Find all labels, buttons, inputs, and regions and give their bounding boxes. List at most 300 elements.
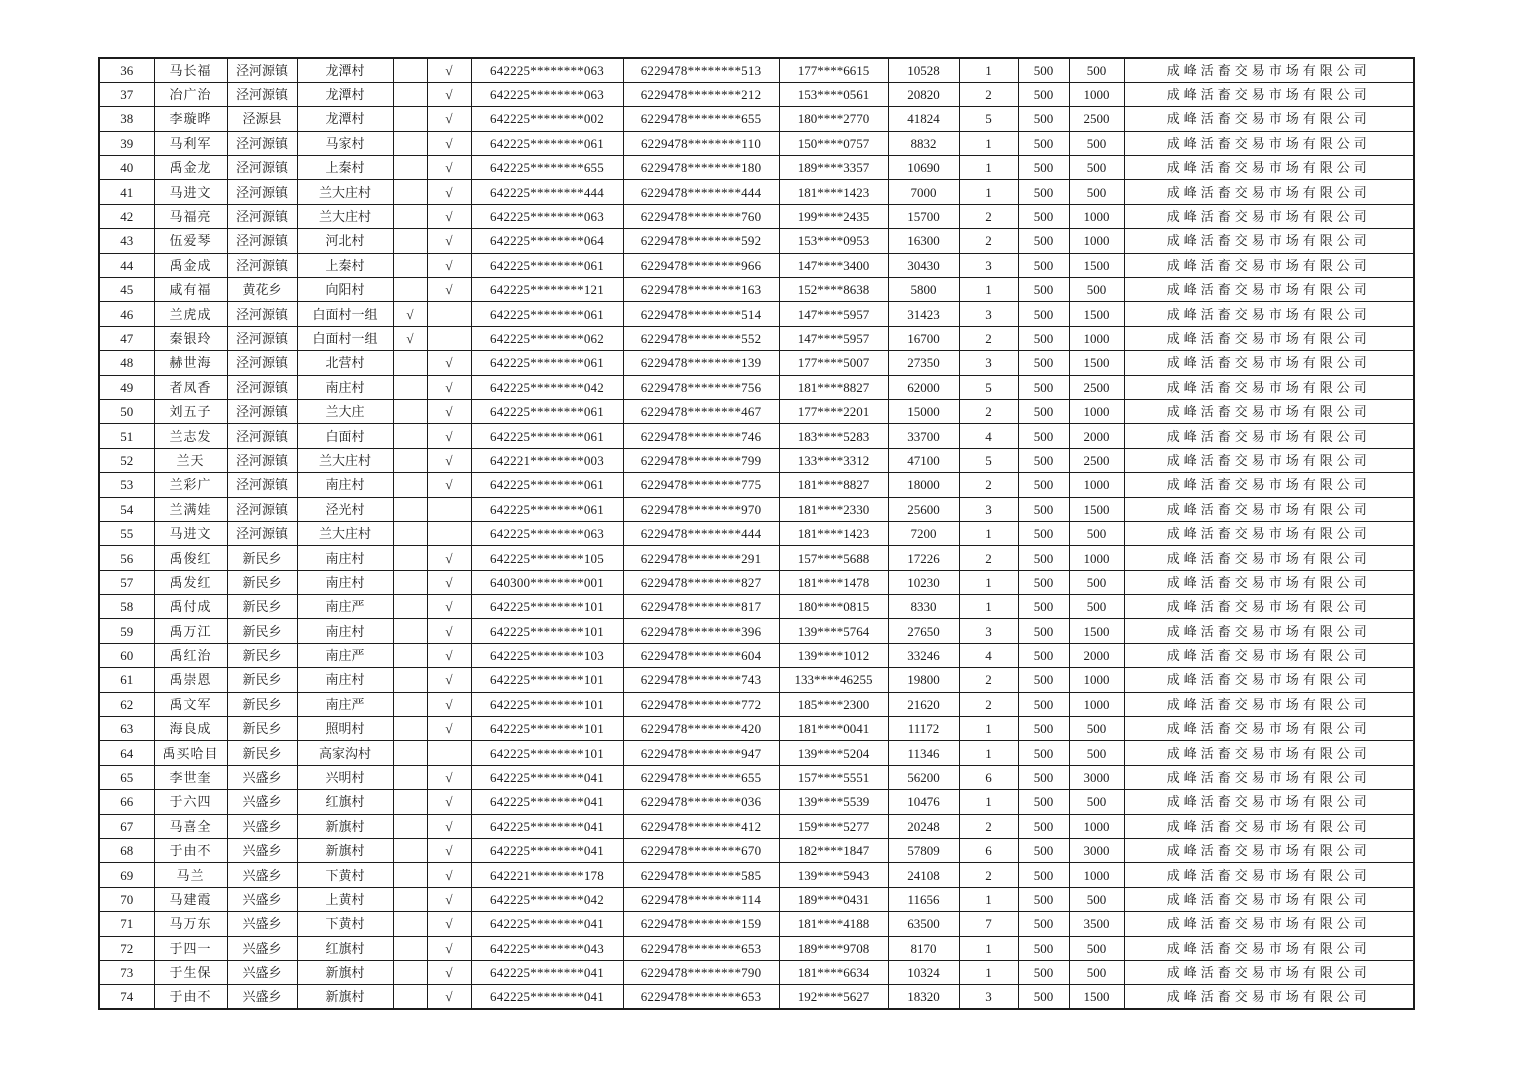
table-row [99, 58, 1414, 82]
cell-subsidy-total: 500 [1069, 960, 1124, 984]
cell-check-b: √ [427, 131, 471, 155]
cell-head-count: 2 [959, 546, 1018, 570]
table-row [99, 595, 1414, 619]
cell-head-count: 1 [959, 521, 1018, 545]
cell-phone: 157****5551 [779, 765, 888, 789]
cell-id-number: 642225********041 [471, 912, 623, 936]
cell-phone: 147****5957 [779, 302, 888, 326]
cell-name: 禹付成 [154, 595, 227, 619]
cell-unit-price: 500 [1018, 58, 1069, 82]
cell-unit-price: 500 [1018, 790, 1069, 814]
cell-company: 成峰活畜交易市场有限公司 [1124, 985, 1414, 1009]
cell-company: 成峰活畜交易市场有限公司 [1124, 497, 1414, 521]
cell-amount: 7000 [888, 180, 959, 204]
table-row [99, 790, 1414, 814]
cell-town: 兴盛乡 [227, 985, 297, 1009]
cell-company: 成峰活畜交易市场有限公司 [1124, 936, 1414, 960]
cell-check-a [393, 887, 427, 911]
table-row [99, 985, 1414, 1009]
cell-head-count: 2 [959, 473, 1018, 497]
cell-check-a [393, 936, 427, 960]
cell-id-number: 642225********002 [471, 107, 623, 131]
cell-check-a [393, 960, 427, 984]
cell-unit-price: 500 [1018, 473, 1069, 497]
cell-head-count: 3 [959, 619, 1018, 643]
cell-check-b: √ [427, 814, 471, 838]
cell-bank-card: 6229478********827 [623, 570, 779, 594]
cell-head-count: 2 [959, 863, 1018, 887]
cell-phone: 181****1423 [779, 521, 888, 545]
cell-amount: 24108 [888, 863, 959, 887]
cell-id-number: 642225********105 [471, 546, 623, 570]
table-row [99, 424, 1414, 448]
cell-name: 禹金成 [154, 253, 227, 277]
cell-subsidy-total: 1000 [1069, 546, 1124, 570]
cell-company: 成峰活畜交易市场有限公司 [1124, 863, 1414, 887]
cell-subsidy-total: 1000 [1069, 814, 1124, 838]
cell-bank-card: 6229478********212 [623, 82, 779, 106]
cell-phone: 181****0041 [779, 717, 888, 741]
cell-town: 泾河源镇 [227, 497, 297, 521]
cell-subsidy-total: 1000 [1069, 326, 1124, 350]
cell-bank-card: 6229478********743 [623, 668, 779, 692]
cell-town: 黄花乡 [227, 278, 297, 302]
cell-check-b [427, 326, 471, 350]
cell-town: 泾河源镇 [227, 82, 297, 106]
cell-name: 兰虎成 [154, 302, 227, 326]
cell-town: 兴盛乡 [227, 790, 297, 814]
cell-head-count: 3 [959, 985, 1018, 1009]
cell-check-b: √ [427, 351, 471, 375]
table-row [99, 546, 1414, 570]
cell-id-number: 642221********003 [471, 448, 623, 472]
cell-check-a [393, 668, 427, 692]
cell-head-count: 1 [959, 741, 1018, 765]
cell-id-number: 642225********063 [471, 58, 623, 82]
cell-check-a: √ [393, 326, 427, 350]
cell-id-number: 642225********041 [471, 960, 623, 984]
cell-unit-price: 500 [1018, 229, 1069, 253]
cell-no: 58 [99, 595, 154, 619]
cell-name: 冶广治 [154, 82, 227, 106]
cell-head-count: 1 [959, 278, 1018, 302]
cell-check-b: √ [427, 570, 471, 594]
cell-no: 42 [99, 204, 154, 228]
cell-company: 成峰活畜交易市场有限公司 [1124, 887, 1414, 911]
cell-village: 泾光村 [297, 497, 393, 521]
cell-amount: 18000 [888, 473, 959, 497]
cell-unit-price: 500 [1018, 302, 1069, 326]
cell-name: 禹俊红 [154, 546, 227, 570]
cell-bank-card: 6229478********655 [623, 107, 779, 131]
cell-id-number: 642221********178 [471, 863, 623, 887]
table-row [99, 253, 1414, 277]
cell-name: 兰天 [154, 448, 227, 472]
cell-head-count: 1 [959, 717, 1018, 741]
cell-phone: 180****2770 [779, 107, 888, 131]
table-row [99, 473, 1414, 497]
cell-village: 南庄村 [297, 473, 393, 497]
cell-name: 禹买哈目 [154, 741, 227, 765]
cell-no: 36 [99, 58, 154, 82]
cell-bank-card: 6229478********670 [623, 839, 779, 863]
cell-id-number: 642225********041 [471, 790, 623, 814]
cell-check-a [393, 643, 427, 667]
cell-subsidy-total: 500 [1069, 131, 1124, 155]
cell-id-number: 642225********101 [471, 668, 623, 692]
cell-no: 74 [99, 985, 154, 1009]
cell-company: 成峰活畜交易市场有限公司 [1124, 741, 1414, 765]
cell-head-count: 1 [959, 131, 1018, 155]
cell-bank-card: 6229478********139 [623, 351, 779, 375]
table-row [99, 326, 1414, 350]
cell-check-b: √ [427, 985, 471, 1009]
cell-phone: 153****0953 [779, 229, 888, 253]
cell-head-count: 3 [959, 302, 1018, 326]
cell-name: 禹万江 [154, 619, 227, 643]
cell-name: 海良成 [154, 717, 227, 741]
cell-subsidy-total: 3500 [1069, 912, 1124, 936]
cell-name: 赫世海 [154, 351, 227, 375]
cell-unit-price: 500 [1018, 643, 1069, 667]
cell-check-b: √ [427, 375, 471, 399]
cell-check-b: √ [427, 595, 471, 619]
cell-phone: 181****1478 [779, 570, 888, 594]
cell-village: 白面村一组 [297, 302, 393, 326]
cell-village: 上黄村 [297, 887, 393, 911]
cell-unit-price: 500 [1018, 985, 1069, 1009]
cell-bank-card: 6229478********746 [623, 424, 779, 448]
cell-bank-card: 6229478********817 [623, 595, 779, 619]
cell-phone: 139****5204 [779, 741, 888, 765]
cell-check-b: √ [427, 180, 471, 204]
cell-no: 67 [99, 814, 154, 838]
cell-check-b: √ [427, 863, 471, 887]
cell-check-a [393, 58, 427, 82]
cell-town: 新民乡 [227, 692, 297, 716]
cell-head-count: 3 [959, 351, 1018, 375]
cell-check-a [393, 351, 427, 375]
cell-phone: 181****6634 [779, 960, 888, 984]
cell-id-number: 642225********101 [471, 692, 623, 716]
cell-no: 71 [99, 912, 154, 936]
cell-phone: 157****5688 [779, 546, 888, 570]
cell-town: 泾河源镇 [227, 351, 297, 375]
cell-name: 刘五子 [154, 399, 227, 423]
cell-town: 兴盛乡 [227, 839, 297, 863]
cell-bank-card: 6229478********444 [623, 180, 779, 204]
table-row [99, 619, 1414, 643]
cell-subsidy-total: 500 [1069, 180, 1124, 204]
cell-no: 39 [99, 131, 154, 155]
cell-bank-card: 6229478********966 [623, 253, 779, 277]
table-row [99, 180, 1414, 204]
cell-head-count: 2 [959, 229, 1018, 253]
cell-town: 新民乡 [227, 643, 297, 667]
cell-id-number: 642225********041 [471, 765, 623, 789]
cell-unit-price: 500 [1018, 82, 1069, 106]
cell-subsidy-total: 3000 [1069, 765, 1124, 789]
cell-check-a: √ [393, 302, 427, 326]
cell-id-number: 642225********042 [471, 375, 623, 399]
cell-head-count: 2 [959, 399, 1018, 423]
table-row [99, 912, 1414, 936]
cell-company: 成峰活畜交易市场有限公司 [1124, 180, 1414, 204]
cell-bank-card: 6229478********110 [623, 131, 779, 155]
table-row [99, 399, 1414, 423]
cell-check-a [393, 278, 427, 302]
cell-id-number: 642225********041 [471, 839, 623, 863]
cell-unit-price: 500 [1018, 351, 1069, 375]
cell-village: 新旗村 [297, 985, 393, 1009]
cell-no: 69 [99, 863, 154, 887]
cell-check-b: √ [427, 278, 471, 302]
cell-amount: 11172 [888, 717, 959, 741]
cell-village: 河北村 [297, 229, 393, 253]
cell-village: 新旗村 [297, 839, 393, 863]
cell-bank-card: 6229478********036 [623, 790, 779, 814]
cell-village: 北营村 [297, 351, 393, 375]
cell-amount: 19800 [888, 668, 959, 692]
table-row [99, 765, 1414, 789]
cell-subsidy-total: 2000 [1069, 643, 1124, 667]
cell-village: 兰大庄 [297, 399, 393, 423]
cell-subsidy-total: 2500 [1069, 107, 1124, 131]
cell-unit-price: 500 [1018, 814, 1069, 838]
cell-village: 兴明村 [297, 765, 393, 789]
cell-company: 成峰活畜交易市场有限公司 [1124, 424, 1414, 448]
cell-name: 李世奎 [154, 765, 227, 789]
cell-village: 南庄严 [297, 595, 393, 619]
cell-head-count: 4 [959, 424, 1018, 448]
cell-head-count: 2 [959, 82, 1018, 106]
cell-check-b [427, 302, 471, 326]
cell-bank-card: 6229478********655 [623, 765, 779, 789]
cell-phone: 182****1847 [779, 839, 888, 863]
cell-check-b: √ [427, 643, 471, 667]
cell-check-a [393, 448, 427, 472]
cell-village: 南庄村 [297, 619, 393, 643]
cell-check-b: √ [427, 717, 471, 741]
cell-unit-price: 500 [1018, 863, 1069, 887]
cell-no: 50 [99, 399, 154, 423]
cell-check-b: √ [427, 960, 471, 984]
cell-company: 成峰活畜交易市场有限公司 [1124, 448, 1414, 472]
cell-town: 泾河源镇 [227, 131, 297, 155]
cell-subsidy-total: 1000 [1069, 229, 1124, 253]
cell-name: 于由不 [154, 985, 227, 1009]
cell-check-a [393, 570, 427, 594]
cell-amount: 15700 [888, 204, 959, 228]
cell-unit-price: 500 [1018, 497, 1069, 521]
cell-unit-price: 500 [1018, 546, 1069, 570]
cell-id-number: 642225********061 [471, 473, 623, 497]
cell-company: 成峰活畜交易市场有限公司 [1124, 107, 1414, 131]
cell-id-number: 642225********064 [471, 229, 623, 253]
cell-id-number: 642225********101 [471, 595, 623, 619]
cell-name: 兰志发 [154, 424, 227, 448]
cell-village: 上秦村 [297, 253, 393, 277]
cell-subsidy-total: 1500 [1069, 497, 1124, 521]
cell-head-count: 1 [959, 156, 1018, 180]
cell-amount: 16700 [888, 326, 959, 350]
cell-town: 泾河源镇 [227, 448, 297, 472]
cell-town: 泾河源镇 [227, 204, 297, 228]
cell-no: 45 [99, 278, 154, 302]
cell-village: 南庄严 [297, 643, 393, 667]
cell-id-number: 642225********061 [471, 131, 623, 155]
cell-check-b [427, 521, 471, 545]
cell-village: 马家村 [297, 131, 393, 155]
cell-amount: 63500 [888, 912, 959, 936]
cell-unit-price: 500 [1018, 448, 1069, 472]
cell-bank-card: 6229478********653 [623, 985, 779, 1009]
table-row [99, 131, 1414, 155]
cell-subsidy-total: 1000 [1069, 668, 1124, 692]
cell-phone: 133****3312 [779, 448, 888, 472]
cell-unit-price: 500 [1018, 131, 1069, 155]
cell-check-a [393, 424, 427, 448]
cell-check-a [393, 204, 427, 228]
cell-subsidy-total: 1000 [1069, 473, 1124, 497]
cell-amount: 10690 [888, 156, 959, 180]
cell-phone: 180****0815 [779, 595, 888, 619]
cell-company: 成峰活畜交易市场有限公司 [1124, 302, 1414, 326]
cell-subsidy-total: 500 [1069, 156, 1124, 180]
cell-phone: 152****8638 [779, 278, 888, 302]
cell-head-count: 1 [959, 887, 1018, 911]
cell-head-count: 3 [959, 497, 1018, 521]
cell-no: 37 [99, 82, 154, 106]
cell-name: 于生保 [154, 960, 227, 984]
cell-bank-card: 6229478********756 [623, 375, 779, 399]
cell-subsidy-total: 1000 [1069, 692, 1124, 716]
cell-bank-card: 6229478********760 [623, 204, 779, 228]
cell-name: 禹红治 [154, 643, 227, 667]
cell-amount: 8832 [888, 131, 959, 155]
cell-village: 下黄村 [297, 863, 393, 887]
cell-check-b: √ [427, 765, 471, 789]
cell-name: 马进文 [154, 521, 227, 545]
table-row [99, 204, 1414, 228]
cell-id-number: 642225********043 [471, 936, 623, 960]
cell-unit-price: 500 [1018, 692, 1069, 716]
cell-bank-card: 6229478********412 [623, 814, 779, 838]
cell-town: 新民乡 [227, 741, 297, 765]
cell-amount: 33246 [888, 643, 959, 667]
table-row [99, 521, 1414, 545]
cell-town: 新民乡 [227, 595, 297, 619]
cell-town: 泾河源镇 [227, 326, 297, 350]
cell-name: 马长福 [154, 58, 227, 82]
cell-subsidy-total: 1000 [1069, 204, 1124, 228]
cell-unit-price: 500 [1018, 887, 1069, 911]
cell-subsidy-total: 1500 [1069, 253, 1124, 277]
cell-id-number: 642225********061 [471, 399, 623, 423]
cell-subsidy-total: 1000 [1069, 82, 1124, 106]
cell-check-b: √ [427, 912, 471, 936]
cell-no: 54 [99, 497, 154, 521]
cell-company: 成峰活畜交易市场有限公司 [1124, 839, 1414, 863]
cell-unit-price: 500 [1018, 521, 1069, 545]
cell-amount: 57809 [888, 839, 959, 863]
cell-check-a [393, 546, 427, 570]
cell-town: 新民乡 [227, 570, 297, 594]
table-row [99, 351, 1414, 375]
cell-unit-price: 500 [1018, 107, 1069, 131]
cell-unit-price: 500 [1018, 595, 1069, 619]
cell-phone: 139****5539 [779, 790, 888, 814]
cell-check-a [393, 521, 427, 545]
cell-name: 禹崇恩 [154, 668, 227, 692]
cell-company: 成峰活畜交易市场有限公司 [1124, 229, 1414, 253]
cell-no: 51 [99, 424, 154, 448]
cell-name: 于六四 [154, 790, 227, 814]
cell-bank-card: 6229478********775 [623, 473, 779, 497]
cell-subsidy-total: 500 [1069, 521, 1124, 545]
cell-no: 57 [99, 570, 154, 594]
cell-bank-card: 6229478********396 [623, 619, 779, 643]
cell-amount: 16300 [888, 229, 959, 253]
cell-check-a [393, 156, 427, 180]
cell-village: 照明村 [297, 717, 393, 741]
cell-amount: 47100 [888, 448, 959, 472]
cell-no: 48 [99, 351, 154, 375]
cell-company: 成峰活畜交易市场有限公司 [1124, 619, 1414, 643]
cell-village: 向阳村 [297, 278, 393, 302]
cell-id-number: 642225********101 [471, 717, 623, 741]
cell-name: 咸有福 [154, 278, 227, 302]
cell-company: 成峰活畜交易市场有限公司 [1124, 595, 1414, 619]
cell-amount: 10324 [888, 960, 959, 984]
cell-amount: 62000 [888, 375, 959, 399]
cell-no: 44 [99, 253, 154, 277]
cell-phone: 177****6615 [779, 58, 888, 82]
cell-check-b [427, 741, 471, 765]
cell-company: 成峰活畜交易市场有限公司 [1124, 82, 1414, 106]
cell-bank-card: 6229478********552 [623, 326, 779, 350]
cell-village: 红旗村 [297, 790, 393, 814]
table-row [99, 278, 1414, 302]
cell-check-a [393, 814, 427, 838]
cell-village: 南庄村 [297, 668, 393, 692]
cell-amount: 27350 [888, 351, 959, 375]
cell-bank-card: 6229478********592 [623, 229, 779, 253]
cell-check-b: √ [427, 58, 471, 82]
cell-bank-card: 6229478********114 [623, 887, 779, 911]
cell-village: 南庄村 [297, 570, 393, 594]
cell-company: 成峰活畜交易市场有限公司 [1124, 643, 1414, 667]
table-row [99, 936, 1414, 960]
cell-phone: 181****2330 [779, 497, 888, 521]
cell-town: 泾河源镇 [227, 253, 297, 277]
cell-name: 伍爱琴 [154, 229, 227, 253]
cell-subsidy-total: 2000 [1069, 424, 1124, 448]
cell-name: 兰满娃 [154, 497, 227, 521]
cell-unit-price: 500 [1018, 960, 1069, 984]
cell-town: 兴盛乡 [227, 912, 297, 936]
cell-no: 72 [99, 936, 154, 960]
cell-amount: 10476 [888, 790, 959, 814]
cell-id-number: 642225********101 [471, 619, 623, 643]
cell-town: 泾河源镇 [227, 399, 297, 423]
cell-village: 南庄严 [297, 692, 393, 716]
cell-company: 成峰活畜交易市场有限公司 [1124, 692, 1414, 716]
cell-amount: 10230 [888, 570, 959, 594]
cell-subsidy-total: 1500 [1069, 985, 1124, 1009]
cell-id-number: 642225********103 [471, 643, 623, 667]
cell-no: 56 [99, 546, 154, 570]
